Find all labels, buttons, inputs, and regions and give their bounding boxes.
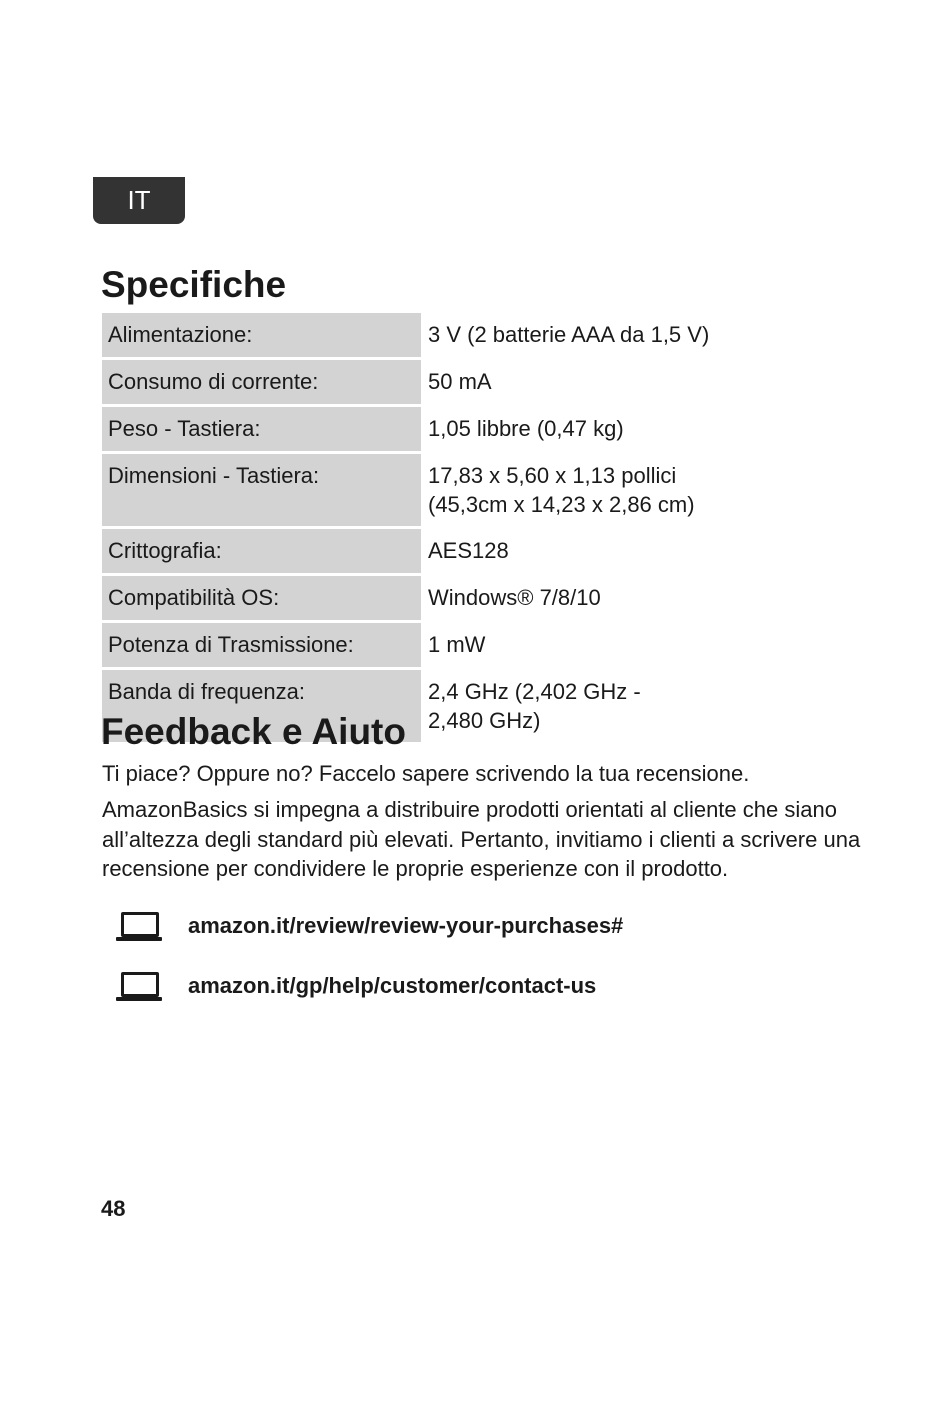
- contact-link-row: [116, 970, 596, 1002]
- spec-row: [102, 454, 862, 526]
- spec-value: [421, 623, 862, 667]
- feedback-body: AmazonBasics si impegna a distribuire prodotti orientati al cliente che siano all’altezza degli standard più elevati. Pertanto, invitiamo i clienti a scrivere una recensione per condividere le proprie esperienze con il prodotto.: [102, 797, 861, 881]
- specs-title: Specifiche: [101, 264, 287, 305]
- spec-value: [421, 454, 862, 526]
- spec-label: Crittografia:: [102, 529, 421, 573]
- spec-value: [421, 407, 862, 451]
- spec-label: Potenza di Trasmissione:: [102, 623, 421, 667]
- spec-row: [102, 576, 862, 620]
- review-link[interactable]: amazon.it/review/review-your-purchases#: [188, 913, 624, 938]
- contact-link[interactable]: amazon.it/gp/help/customer/contact-us: [188, 973, 597, 998]
- language-tab: IT: [93, 177, 185, 224]
- spec-value: [421, 313, 862, 357]
- page-number: 48: [101, 1196, 126, 1221]
- spec-value-line: 2,480 GHz): [428, 708, 541, 733]
- spec-value-line: 1,05 libbre (0,47 kg): [428, 416, 624, 441]
- spec-label: Consumo di corrente:: [102, 360, 421, 404]
- review-link-row: [116, 910, 623, 942]
- spec-value-line: AES128: [428, 538, 509, 563]
- spec-label: Compatibilità OS:: [102, 576, 421, 620]
- spec-value-line: 50 mA: [428, 369, 492, 394]
- spec-value-line: 1 mW: [428, 632, 486, 657]
- spec-label: Dimensioni - Tastiera:: [102, 454, 421, 526]
- spec-value: [421, 360, 862, 404]
- specs-table: [102, 313, 862, 745]
- spec-value: [421, 529, 862, 573]
- spec-row: [102, 623, 862, 667]
- spec-value-line: (45,3cm x 14,23 x 2,86 cm): [428, 492, 695, 517]
- spec-value-line: Windows® 7/8/10: [428, 585, 601, 610]
- spec-label: Banda di frequenza:: [102, 670, 421, 742]
- feedback-intro: Ti piace? Oppure no? Faccelo sapere scrivendo la tua recensione.: [102, 761, 750, 786]
- spec-value: [421, 576, 862, 620]
- spec-label: Peso - Tastiera:: [102, 407, 421, 451]
- laptop-icon: [116, 970, 162, 1002]
- spec-value-line: 3 V (2 batterie AAA da 1,5 V): [428, 322, 710, 347]
- spec-value: [421, 670, 862, 742]
- laptop-icon: [116, 910, 162, 942]
- spec-value-line: 2,4 GHz (2,402 GHz -: [428, 679, 641, 704]
- spec-row: [102, 313, 862, 357]
- spec-row: [102, 360, 862, 404]
- spec-row: [102, 529, 862, 573]
- spec-value-line: 17,83 x 5,60 x 1,13 pollici: [428, 463, 677, 488]
- spec-label: Alimentazione:: [102, 313, 421, 357]
- feedback-title: Feedback e Aiuto: [101, 711, 406, 752]
- spec-row: [102, 407, 862, 451]
